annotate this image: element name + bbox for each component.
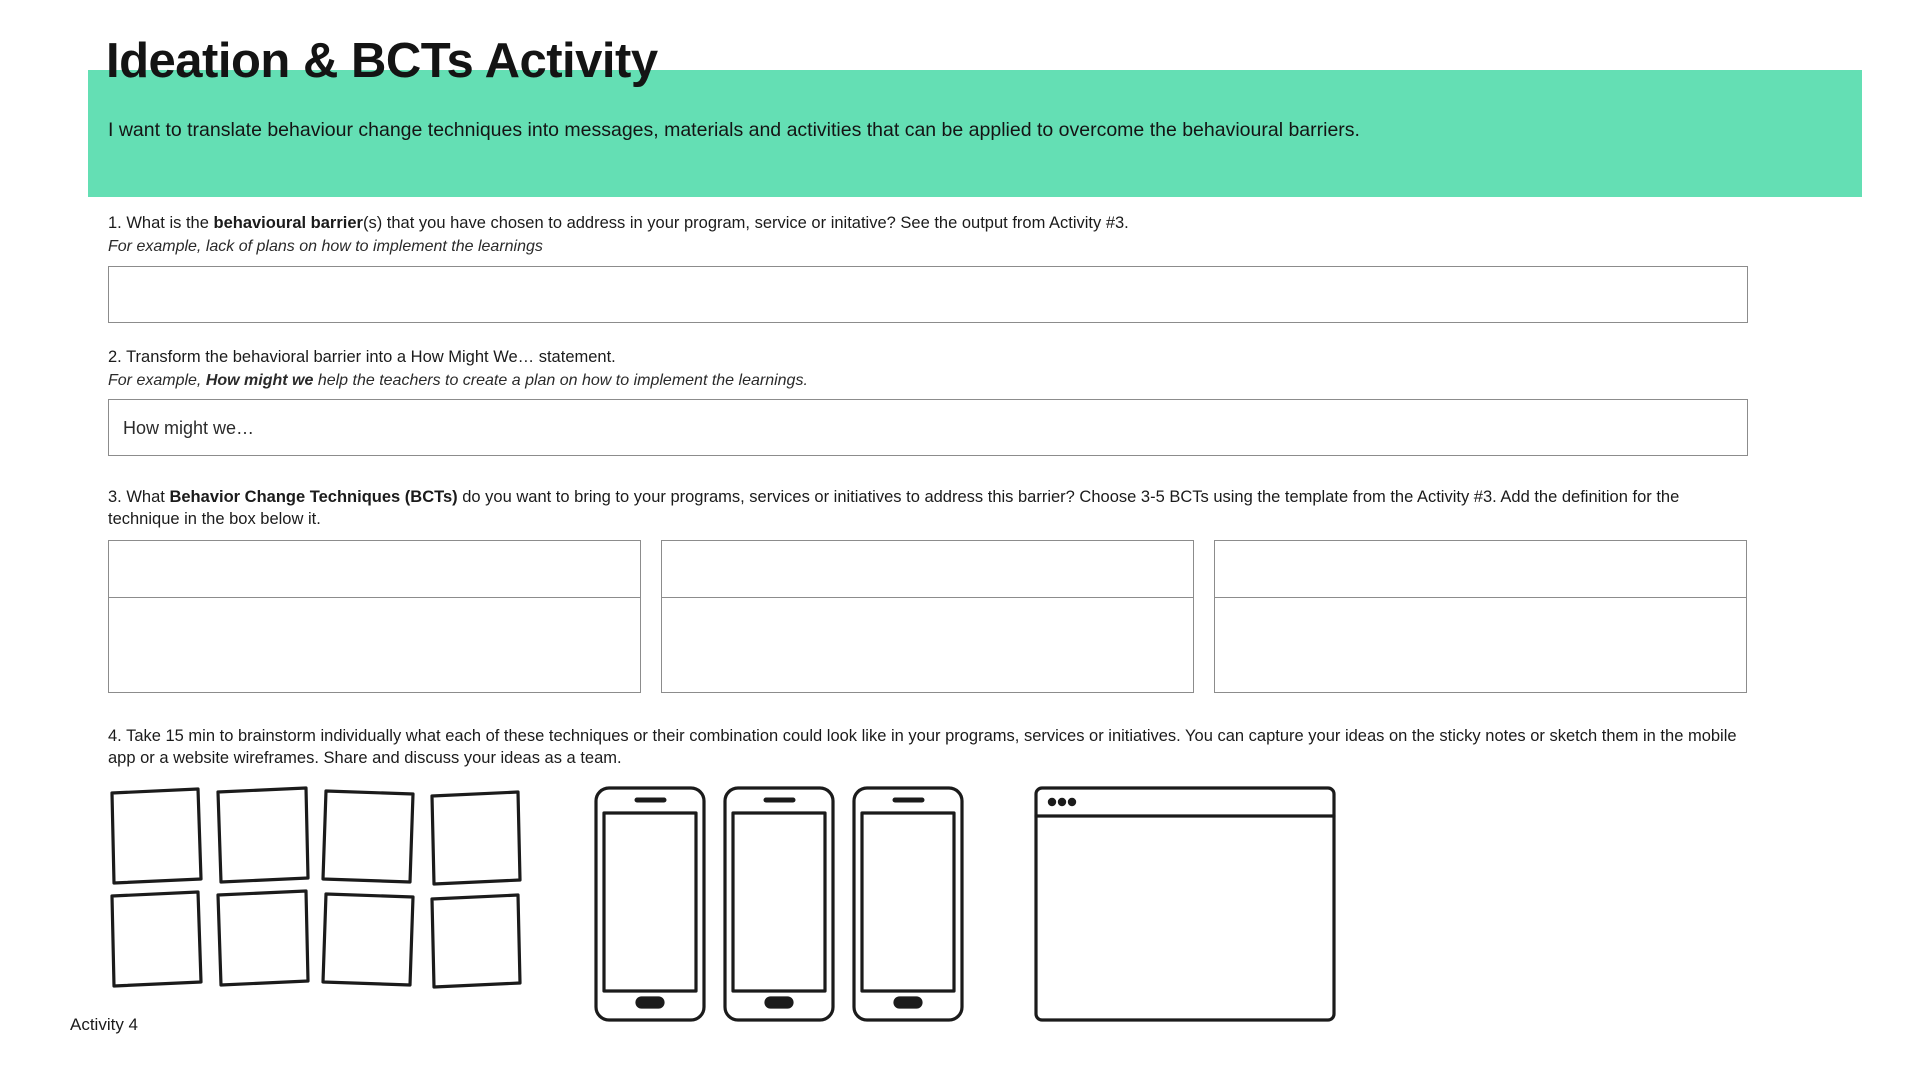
question-1-bold: behavioural barrier	[213, 214, 363, 232]
question-3-label	[108, 487, 1748, 531]
bct-column-1-divider	[109, 597, 640, 598]
question-2-example-after: help the teachers to create a plan on how to implement the learnings.	[313, 372, 808, 389]
phone-wireframe	[725, 788, 833, 1020]
sticky-note	[323, 894, 413, 985]
sketch-area	[108, 786, 1748, 1026]
question-1-example: For example, lack of plans on how to implement the learnings	[108, 238, 543, 255]
question-1-answer-field[interactable]	[108, 266, 1748, 323]
question-2-example-before: For example,	[108, 372, 206, 389]
question-3-bold: Behavior Change Techniques (BCTs)	[169, 488, 458, 506]
question-2-example	[108, 371, 1748, 392]
page-title: Ideation & BCTs Activity	[106, 34, 658, 88]
sticky-note	[218, 788, 308, 882]
bct-column-2[interactable]	[661, 540, 1194, 693]
question-2-answer-value: How might we…	[123, 418, 255, 438]
sticky-note	[432, 792, 520, 884]
question-3-number: 3.	[108, 488, 122, 506]
question-2-label	[108, 347, 1748, 369]
question-3-text-after: do you want to bring to your programs, services or initiatives to address this barrier? Choose 3-5 BCTs using the template from the Activity #3. Add the definition for the technique in the box below it.	[108, 488, 1680, 528]
bct-column-2-divider	[662, 597, 1193, 598]
question-2-text-before: Transform the behavioral barrier into a How Might We… statement.	[126, 348, 616, 366]
sticky-note	[112, 892, 201, 986]
question-3-text-before: What	[126, 488, 170, 506]
page-subtitle: I want to translate behaviour change techniques into messages, materials and activities that can be applied to overcome the behavioural barriers.	[108, 119, 1360, 141]
question-1-label	[108, 213, 1748, 235]
question-2-example-bold: How might we	[205, 372, 314, 389]
bct-column-1[interactable]	[108, 540, 641, 693]
bct-column-3-divider	[1215, 597, 1746, 598]
browser-wireframe	[1036, 788, 1334, 1020]
sticky-note	[112, 789, 201, 883]
question-1-number: 1.	[108, 214, 122, 232]
sticky-note	[432, 895, 520, 987]
bct-column-3[interactable]	[1214, 540, 1747, 693]
phone-wireframe	[854, 788, 962, 1020]
question-1-text-after: (s) that you have chosen to address in your program, service or initative? See the output from Activity #3.	[362, 214, 1129, 232]
question-4-label	[108, 726, 1748, 770]
sticky-note	[323, 791, 413, 882]
question-2-answer-field[interactable]	[108, 399, 1748, 456]
question-2-number: 2.	[108, 348, 122, 366]
phone-wireframe	[596, 788, 704, 1020]
question-4-text-before: Take 15 min to brainstorm individually what each of these techniques or their combination could look like in your programs, services or initiatives. You can capture your ideas on the sticky notes or sketch them in the mobile app or a website wireframes. Share and discuss your ideas as a team.	[108, 727, 1737, 767]
sticky-note	[218, 891, 308, 985]
question-1-text-before: What is the	[126, 214, 214, 232]
footer-label: Activity 4	[70, 1015, 139, 1034]
question-4-number: 4.	[108, 727, 122, 745]
